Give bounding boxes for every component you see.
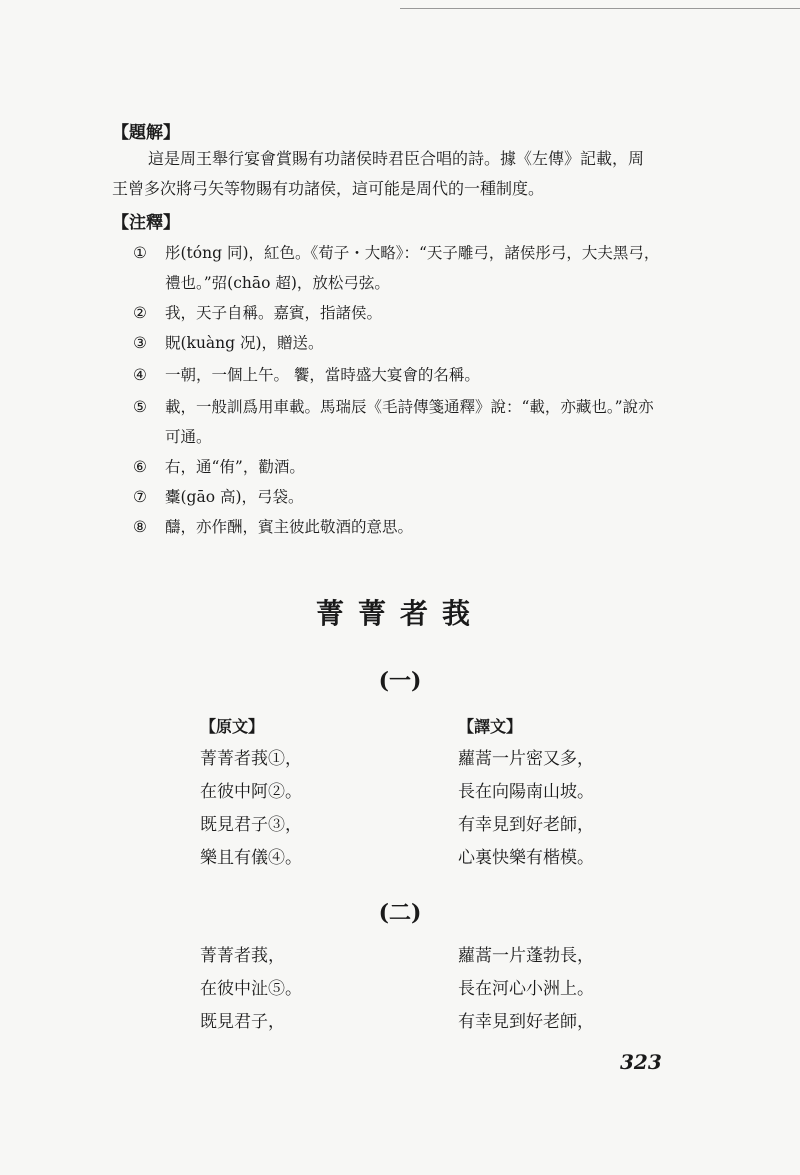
stanza-label: (二)	[378, 900, 422, 926]
note-number: ⑧	[133, 518, 147, 536]
stanza1-original	[200, 710, 302, 875]
stanza2-translation	[458, 940, 594, 1039]
note-item	[133, 238, 663, 298]
note-text: 貺(kuàng 况)，贈送。	[165, 334, 324, 352]
note-text: 一朝，一個上午。 饗，當時盛大宴會的名稱。	[165, 366, 480, 384]
note-item	[133, 328, 663, 358]
note-item	[133, 512, 663, 542]
note-number: ⑤	[133, 398, 147, 416]
stanza1-translation	[458, 710, 594, 875]
note-item	[133, 392, 663, 452]
poem-line: 菁菁者莪，	[200, 946, 285, 966]
note-number: ③	[133, 334, 147, 352]
translation-line: 有幸見到好老師，	[458, 815, 594, 835]
note-text: 右，通“侑”，勸酒。	[165, 458, 305, 476]
poem-line: 在彼中阿②。	[200, 782, 302, 802]
note-number: ⑦	[133, 488, 147, 506]
note-text: 載，一般訓爲用車載。馬瑞辰《毛詩傳箋通釋》說：“載，亦藏也。”說亦可通。	[165, 398, 654, 446]
note-item	[133, 360, 663, 390]
page-number: 323	[620, 1050, 662, 1074]
stanza2-original	[200, 940, 302, 1039]
translation-line: 蘿蒿一片蓬勃長，	[458, 946, 594, 966]
note-item	[133, 482, 663, 512]
commentary-text: 這是周王舉行宴會賞賜有功諸侯時君臣合唱的詩。據《左傳》記載，周王曾多次將弓矢等物賜有功諸侯，這可能是周代的一種制度。	[112, 149, 645, 198]
poem-title: 菁菁者莪	[315, 597, 484, 630]
note-text: 彤(tóng 同)，紅色。《荀子・大略》：“天子雕弓，諸侯彤弓，大夫黑弓，禮也。”弨(chāo 超)，放松弓弦。	[165, 244, 660, 292]
note-number: ④	[133, 366, 147, 384]
note-text: 我，天子自稱。嘉賓，指諸侯。	[165, 304, 383, 322]
translation-line: 有幸見到好老師，	[458, 1012, 594, 1032]
translation-line: 長在河心小洲上。	[458, 979, 594, 999]
top-rule	[400, 8, 800, 9]
note-number: ①	[133, 244, 147, 262]
stanza-label: (一)	[378, 668, 422, 694]
poem-line: 既見君子，	[200, 1012, 285, 1032]
note-item	[133, 298, 663, 328]
note-item	[133, 452, 663, 482]
poem-line: 樂且有儀④。	[200, 848, 302, 868]
poem-line: 既見君子③，	[200, 815, 302, 835]
note-text: 醻，亦作酬，賓主彼此敬酒的意思。	[165, 518, 414, 536]
note-number: ⑥	[133, 458, 147, 476]
translation-heading: 【譯文】	[458, 717, 523, 736]
commentary-heading: 【題解】	[112, 123, 180, 143]
note-number: ②	[133, 304, 147, 322]
notes-heading: 【注釋】	[112, 213, 180, 233]
translation-line: 心裏快樂有楷模。	[458, 848, 594, 868]
poem-line: 菁菁者莪①，	[200, 749, 302, 769]
translation-line: 長在向陽南山坡。	[458, 782, 594, 802]
original-heading: 【原文】	[200, 717, 265, 736]
translation-line: 蘿蒿一片密又多，	[458, 749, 594, 769]
note-text: 櫜(gāo 高)，弓袋。	[165, 488, 304, 506]
poem-line: 在彼中沚⑤。	[200, 979, 302, 999]
